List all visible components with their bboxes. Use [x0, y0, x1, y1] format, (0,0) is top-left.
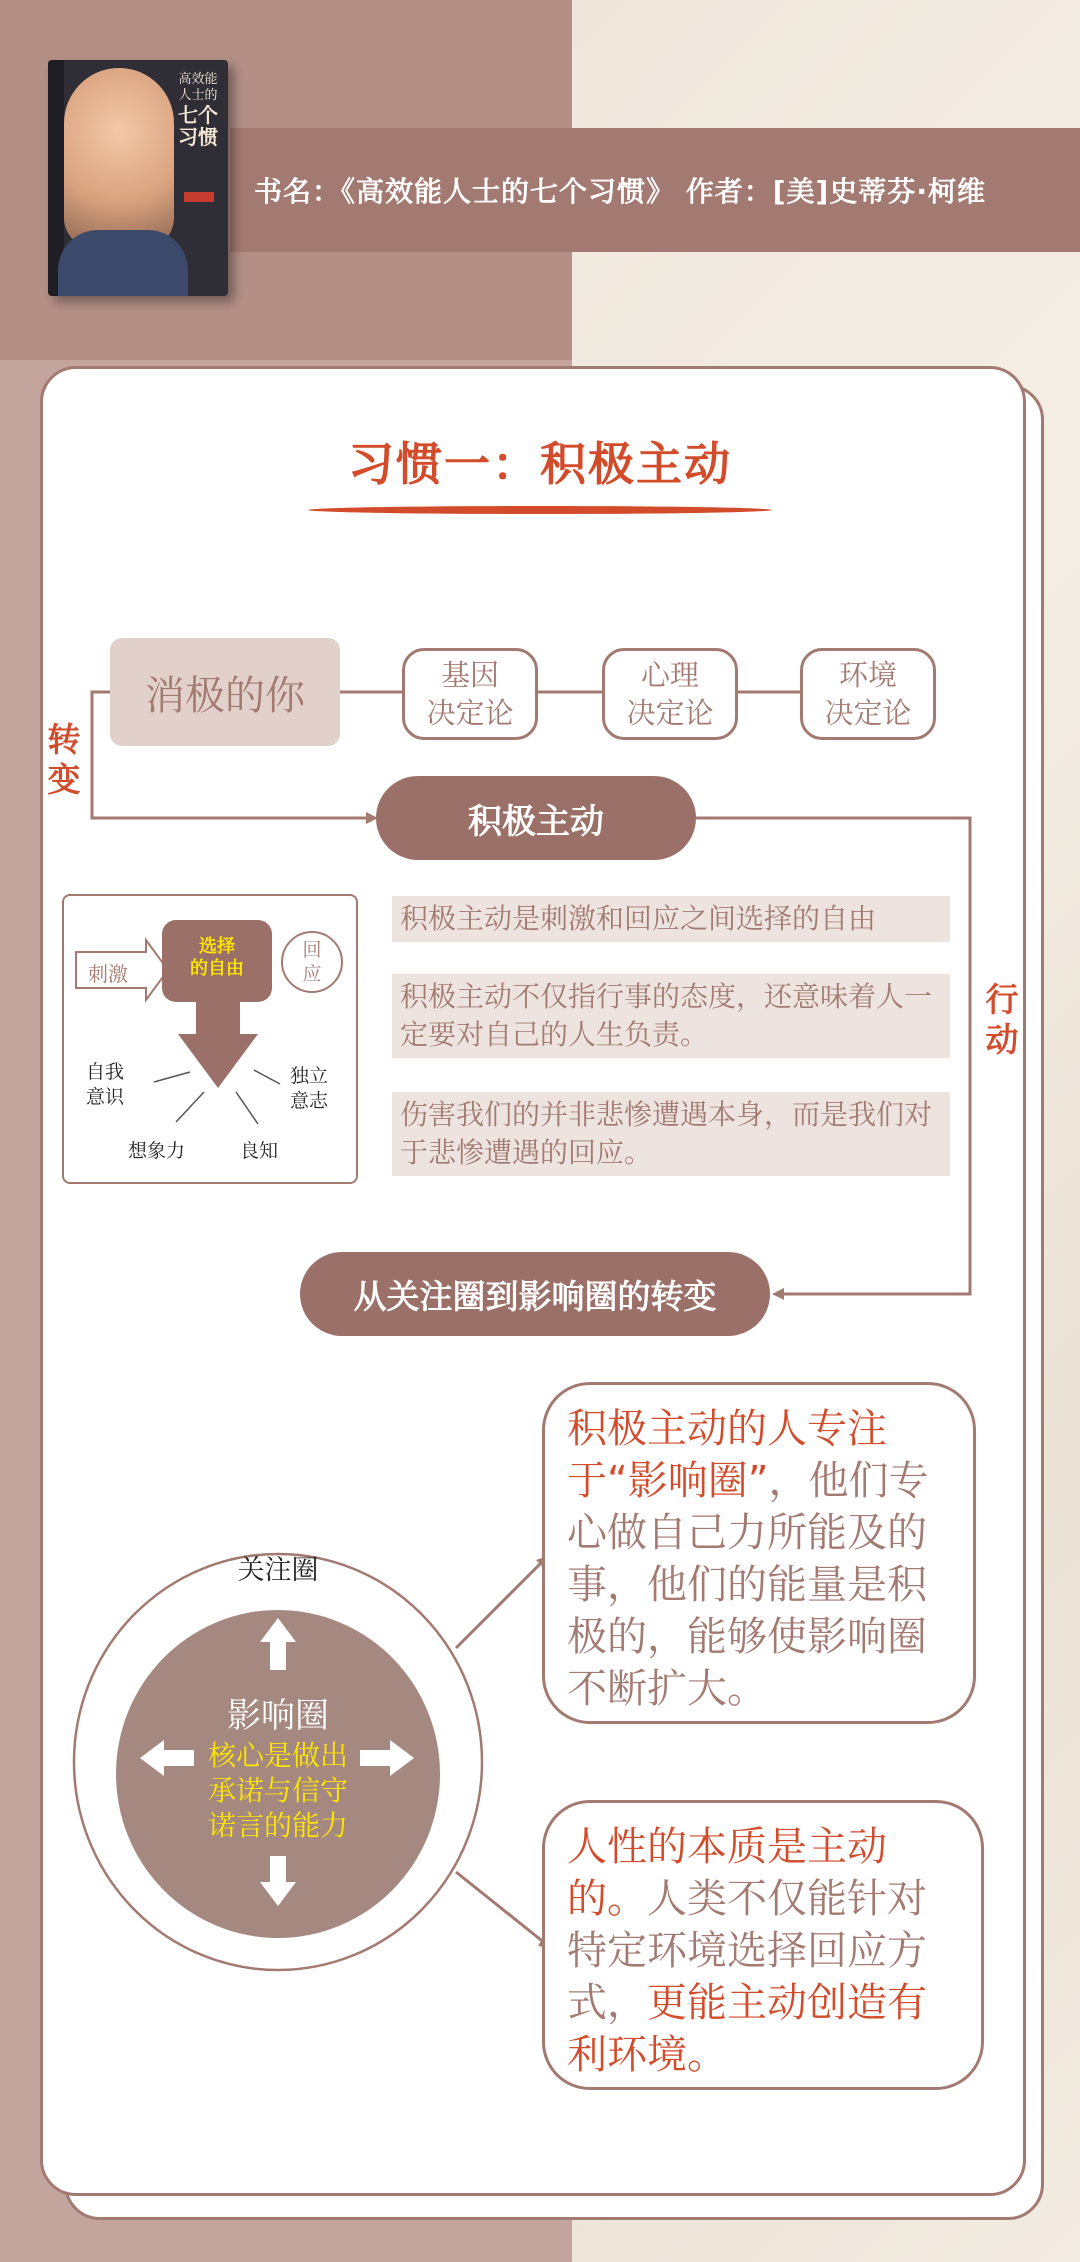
self-awareness-line2: 意识: [86, 1086, 125, 1108]
concern-circle-label: 关注圈: [237, 1555, 319, 1586]
independent-will-line1: 独立: [290, 1065, 329, 1087]
core-line-2: 承诺与信守: [207, 1774, 348, 1807]
psych-determinism-box: [602, 648, 738, 740]
env-determinism-line1: 环境: [838, 658, 897, 692]
influence-bubble: [542, 1382, 976, 1724]
response-line2: 应: [302, 963, 322, 985]
env-determinism-box: [800, 648, 936, 740]
influence-bubble-rest: ，他们专心做自己力所能及的事，他们的能量是积极的，能够使影响圈不断扩大。: [567, 1458, 929, 1712]
imagination-label: 想象力: [128, 1140, 186, 1162]
psych-determinism-line2: 决定论: [626, 696, 714, 730]
core-line-1: 核心是做出: [207, 1739, 348, 1772]
psych-determinism-line1: 心理: [640, 658, 699, 692]
quote-3: 伤害我们的并非悲惨遭遇本身，而是我们对于悲惨遭遇的回应。: [392, 1092, 950, 1176]
human-nature-highlight: 人性的本质是主动的。: [567, 1824, 887, 1922]
core-line-3: 诺言的能力: [207, 1809, 348, 1842]
human-nature-highlight2: 主动创造有利环境。: [567, 1980, 927, 2078]
influence-bubble-highlight: 积极主动的人专注于“影响圈”: [567, 1406, 887, 1504]
habit-title: 习惯一：积极主动: [348, 437, 732, 491]
self-awareness-line1: 自我: [86, 1061, 125, 1083]
self-awareness-label: [86, 1060, 124, 1110]
cover-title-small: 高效能人士的: [178, 72, 218, 103]
quote-1: 积极主动是刺激和回应之间选择的自由: [392, 896, 950, 942]
conscience-label: 良知: [240, 1140, 279, 1162]
transform-label: 转变: [47, 720, 81, 799]
negative-you-box: 消极的你: [110, 638, 340, 746]
freedom-line1: 选择: [199, 936, 235, 957]
independent-will-line2: 意志: [290, 1090, 329, 1112]
gene-determinism-line1: 基因: [440, 658, 499, 692]
proactive-pill: 积极主动: [376, 776, 696, 860]
freedom-label: [162, 936, 272, 980]
human-nature-bubble: [542, 1800, 984, 2090]
gene-determinism-box: [402, 648, 538, 740]
cover-title-big: 七个习惯: [178, 103, 218, 149]
circle-shift-pill: 从关注圈到影响圈的转变: [300, 1252, 770, 1336]
freedom-line2: 的自由: [190, 958, 244, 979]
gene-determinism-line2: 决定论: [426, 696, 514, 730]
human-nature-middle: 人类不仅能针对特定环境选择回应方式，: [567, 1876, 927, 2026]
response-label: [282, 938, 342, 986]
stimulus-response-diagram: [62, 894, 358, 1184]
core-ability-text: [178, 1738, 378, 1843]
human-nature-prefix: 更能: [647, 1980, 727, 2026]
independent-will-label: [290, 1064, 328, 1114]
stimulus-label: 刺激: [88, 962, 128, 986]
book-title-text: 书名：《高效能人士的七个习惯》 作者：[美]史蒂芬·柯维: [254, 175, 986, 208]
influence-circle-label: 影响圈: [227, 1696, 329, 1736]
action-label: 行动: [985, 980, 1019, 1059]
response-line1: 回: [302, 939, 322, 961]
quote-2: 积极主动不仅指行事的态度，还意味着人一定要对自己的人生负责。: [392, 974, 950, 1058]
env-determinism-line2: 决定论: [824, 696, 912, 730]
